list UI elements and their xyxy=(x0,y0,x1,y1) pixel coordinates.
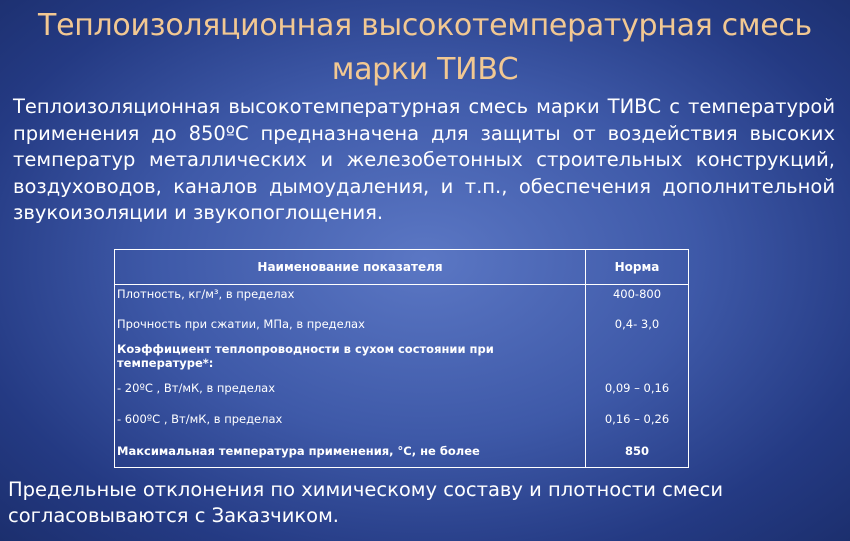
row-name-cell: Максимальная температура применения, °С, не более xyxy=(115,435,586,467)
row-name-cell: - 600ºС , Вт/мК, в пределах xyxy=(115,403,586,435)
slide-title xyxy=(0,4,850,92)
intro-paragraph: Теплоизоляционная высокотемпературная смесь марки ТИВС с температурой применения до 850ºС предназначена для защиты от воздействия высоких температур металлических и железобетонных строительных конструкций, воздуховодов, каналов дымоудаления, и т.п., обеспечения дополнительной звукоизоляции и звукопоглощения. xyxy=(13,95,835,224)
column-header-name: Наименование показателя xyxy=(115,250,586,285)
row-value-cell xyxy=(586,340,689,372)
column-header-value: Норма xyxy=(586,250,689,285)
row-name-cell: Плотность, кг/м³, в пределах xyxy=(115,285,586,309)
row-name-cell: - 20ºС , Вт/мК, в пределах xyxy=(115,372,586,404)
slide-title-line-2: марки ТИВС xyxy=(331,52,519,87)
row-value-cell: 0,4- 3,0 xyxy=(614,317,660,332)
footer-note: Предельные отклонения по химическому составу и плотности смеси согласовываются с Заказчиком. xyxy=(8,478,723,527)
spec-table-header-row xyxy=(115,250,689,285)
table-row xyxy=(115,372,689,404)
row-value-cell: 0,16 – 0,26 xyxy=(604,412,670,427)
slide-title-line-1: Теплоизоляционная высокотемпературная смесь xyxy=(38,8,812,43)
table-row xyxy=(115,285,689,309)
row-value-cell: 850 xyxy=(624,444,649,459)
row-name-cell: Прочность при сжатии, МПа, в пределах xyxy=(115,308,586,340)
table-row xyxy=(115,435,689,467)
table-row xyxy=(115,308,689,340)
row-value-cell: 400-800 xyxy=(612,287,662,301)
table-row xyxy=(115,403,689,435)
spec-table xyxy=(114,249,689,468)
row-value-cell: 0,09 – 0,16 xyxy=(604,380,670,395)
row-name-cell: Коэффициент теплопроводности в сухом состоянии при температуре*: xyxy=(115,340,586,372)
table-row xyxy=(115,340,689,372)
